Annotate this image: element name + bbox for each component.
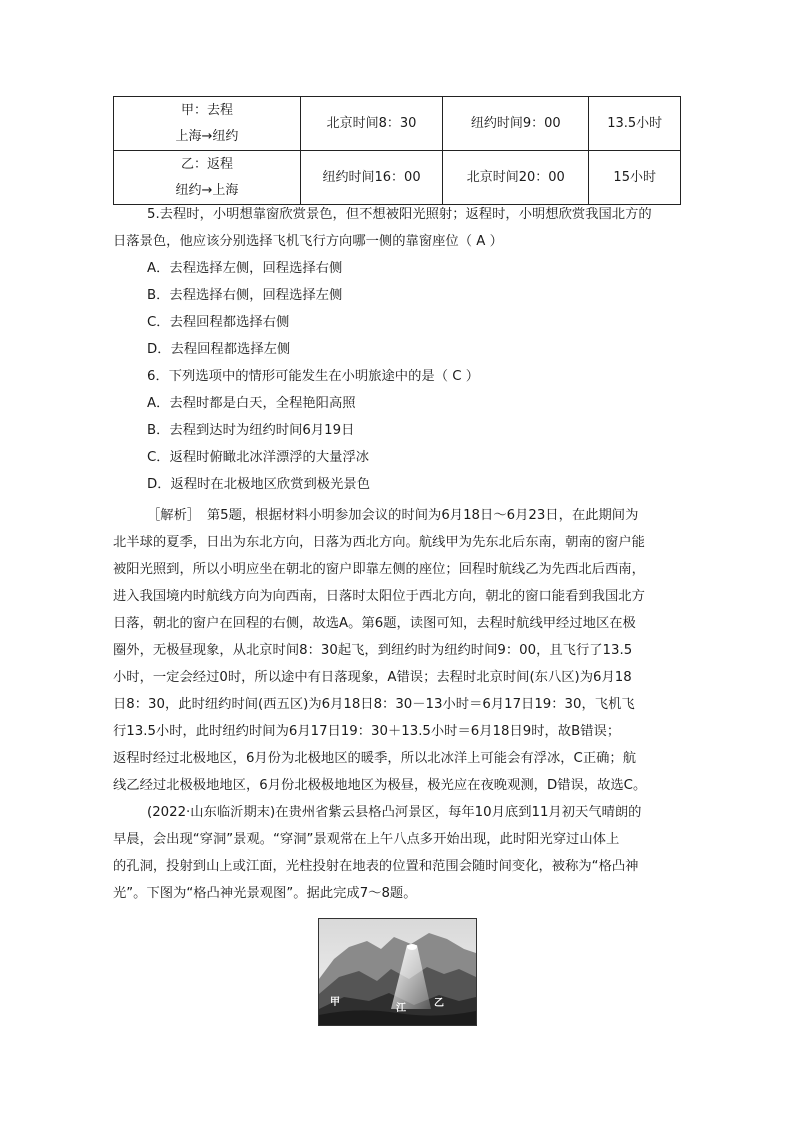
route-name: 甲：去程 bbox=[180, 102, 233, 118]
q6-option-c: C．返程时俯瞰北冰洋漂浮的大量浮冰 bbox=[147, 450, 370, 465]
analysis-line: 北半球的夏季，日出为东北方向，日落为西北方向。航线甲为先东北后东南，朝南的窗户能 bbox=[113, 535, 645, 550]
analysis-line: 行13.5小时，此时纽约时间为6月17日19：30＋13.5小时＝6月18日9时，故B错误； bbox=[113, 724, 621, 739]
q5-option-b: B．去程选择右侧，回程选择左侧 bbox=[147, 288, 343, 303]
arrive-cell: 北京时间20：00 bbox=[443, 151, 589, 205]
passage-line: (2022·山东临沂期末)在贵州省紫云县格凸河景区，每年10月底到11月初天气晴朗的 bbox=[147, 805, 642, 820]
photo-label-jia: 甲 bbox=[330, 997, 340, 1008]
landscape-photo bbox=[318, 918, 477, 1026]
analysis-line: 日落，朝北的窗户在回程的右侧，故选A。第6题，读图可知，去程时航线甲经过地区在极 bbox=[113, 616, 636, 631]
analysis-line: 日8：30，此时纽约时间(西五区)为6月18日8：30－13小时＝6月17日19：30，飞机飞 bbox=[113, 697, 635, 712]
q6-stem: 6．下列选项中的情形可能发生在小明旅途中的是（ C ） bbox=[147, 369, 480, 384]
table-row bbox=[114, 97, 681, 151]
route-cell bbox=[114, 97, 301, 151]
q6-option-b: B．去程到达时为纽约时间6月19日 bbox=[147, 423, 355, 438]
q5-option-c: C．去程回程都选择右侧 bbox=[147, 315, 290, 330]
flight-table bbox=[113, 96, 681, 205]
duration-cell: 15小时 bbox=[589, 151, 681, 205]
duration-cell: 13.5小时 bbox=[589, 97, 681, 151]
route-cell bbox=[114, 151, 301, 205]
analysis-line: 被阳光照到，所以小明应坐在朝北的窗户即靠左侧的座位；回程时航线乙为先西北后西南， bbox=[113, 562, 645, 577]
passage-line: 的孔洞，投射到山上或江面，光柱投射在地表的位置和范围会随时间变化，被称为“格凸神 bbox=[113, 859, 639, 874]
passage-line: 早晨，会出现“穿洞”景观。“穿洞”景观常在上午八点多开始出现，此时阳光穿过山体上 bbox=[113, 832, 620, 847]
depart-cell: 北京时间8：30 bbox=[300, 97, 442, 151]
analysis-line: 圈外，无极昼现象，从北京时间8：30起飞，到纽约时为纽约时间9：00，且飞行了13.5 bbox=[113, 643, 633, 658]
route-name: 乙：返程 bbox=[180, 156, 233, 172]
q5-option-d: D．去程回程都选择左侧 bbox=[147, 342, 291, 357]
q6-option-a: A．去程时都是白天，全程艳阳高照 bbox=[147, 396, 356, 411]
arrive-cell: 纽约时间9：00 bbox=[443, 97, 589, 151]
photo-label-yi: 乙 bbox=[434, 998, 444, 1009]
analysis-line: 线乙经过北极极地地区，6月份北极极地地区为极昼，极光应在夜晚观测，D错误，故选C。 bbox=[113, 778, 647, 793]
q5-stem-line1: 5.去程时，小明想靠窗欣赏景色，但不想被阳光照射；返程时，小明想欣赏我国北方的 bbox=[147, 207, 652, 222]
passage-line: 光”。下图为“格凸神光景观图”。据此完成7～8题。 bbox=[113, 886, 417, 901]
q5-option-a: A．去程选择左侧，回程选择右侧 bbox=[147, 261, 343, 276]
analysis-line: 返程时经过北极地区，6月份为北极地区的暖季，所以北冰洋上可能会有浮冰，C正确；航 bbox=[113, 751, 637, 766]
route-path: 纽约→上海 bbox=[175, 182, 239, 198]
analysis-line: 进入我国境内时航线方向为向西南，日落时太阳位于西北方向，朝北的窗口能看到我国北方 bbox=[113, 589, 645, 604]
photo-label-jiang: 江 bbox=[396, 1003, 406, 1014]
q5-stem-line2: 日落景色，他应该分别选择飞机飞行方向哪一侧的靠窗座位（ A ） bbox=[113, 234, 503, 249]
depart-cell: 纽约时间16：00 bbox=[300, 151, 442, 205]
route-path: 上海→纽约 bbox=[175, 128, 239, 144]
analysis-line: ［解析］ 第5题，根据材料小明参加会议的时间为6月18日～6月23日，在此期间为 bbox=[147, 508, 639, 523]
analysis-line: 小时，一定会经过0时，所以途中有日落现象，A错误；去程时北京时间(东八区)为6月18 bbox=[113, 670, 632, 685]
table-row bbox=[114, 151, 681, 205]
q6-option-d: D．返程时在北极地区欣赏到极光景色 bbox=[147, 477, 370, 492]
